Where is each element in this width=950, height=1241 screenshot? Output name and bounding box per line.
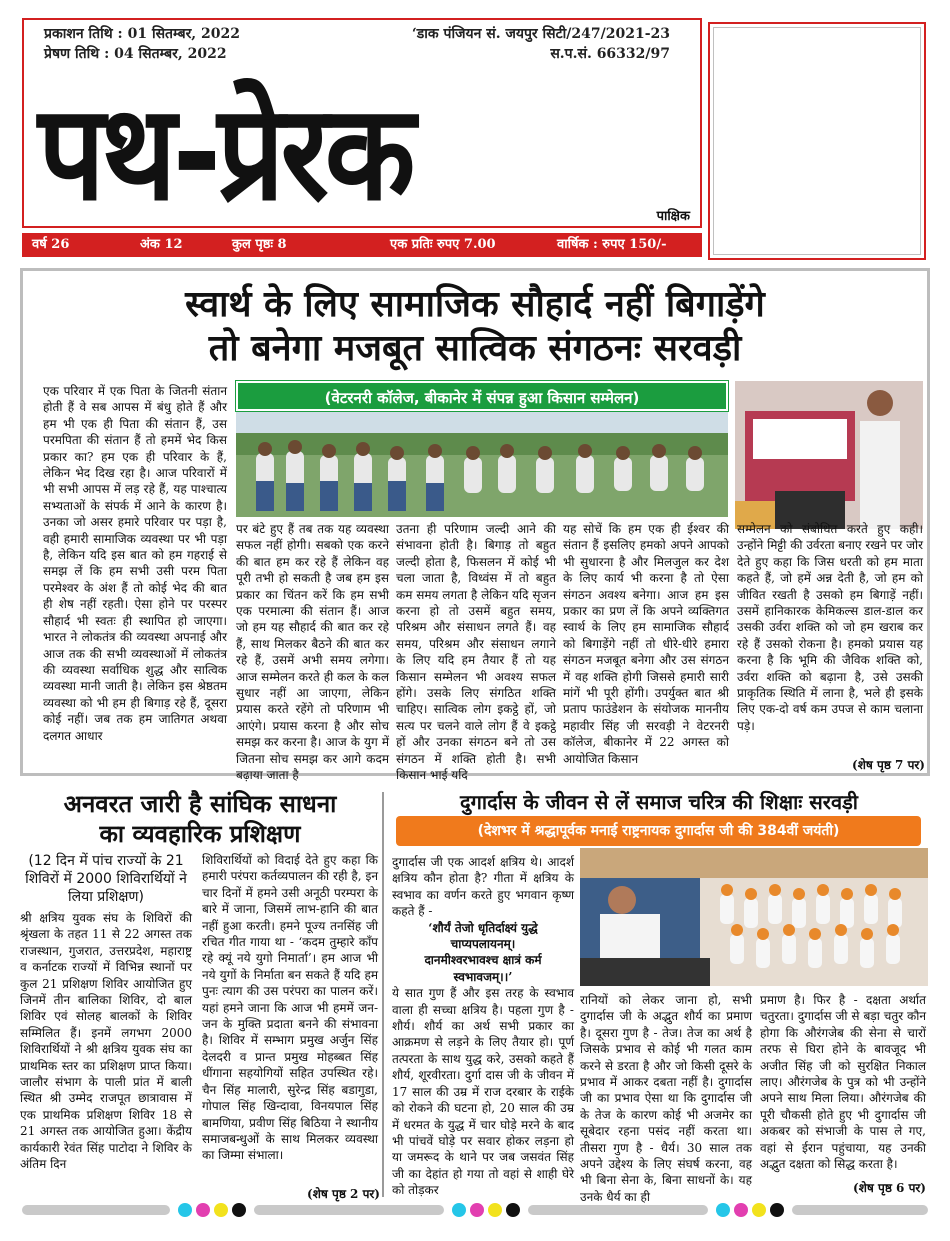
black-dot-2 (506, 1203, 520, 1217)
black-dot-3 (770, 1203, 784, 1217)
main-story-column-2: पर बंटे हुए हैं तब तक यह व्यवस्था सफल नहीं होगी। सबको एक करने की बात हम कर रहे हैं लेकिन वह पूरी तभी हो सकती है जब हम इस प्रकार का चिंतन करें कि हम सभी एक परमात्मा की संतान हैं। आज जो हम यह सौहार्द की बात कर रहे हैं, साथ मिलकर बैठने की बात कर रहे हैं, उसमें अभी समय लगेगा। आज सम्मेलन करते ही कल के कल सुधार नहीं आ जाएगा, लेकिन प्रयास करते रहेंगे तो परिणाम भी आएंगे। प्रयास करना है और सोच समझ कर करना है। आज के युग में जितना सोच समझ कर आगे कदम बढ़ाया जाता है (236, 522, 389, 783)
main-photo-caption: (वेटरनरी कॉलेज, बीकानेर में संपन्न हुआ किसान सम्मेलन) (236, 381, 728, 411)
training-column-2: शिविरार्थियों को विदाई देते हुए कहा कि हमारी परंपरा कर्तव्यपालन की रही है, इन चार दिनों में हमने उसी अनूठी परम्परा के बारे में जाना, जिसमें लाभ-हानि की बात नहीं हुआ करती। हमने पूज्य तनसिंह जी रचित गीत गाया था - ‘कदम तुम्हारे काँप रहे क्यूं नये युगो निमार्ता’। हम आज भी नये युगों के निर्माता बन सकते हैं यदि हम पुनः त्याग की उस परंपरा का पालन करें। यहां हमने जाना कि आज भी हममें जन-जन के मुक्ति प्रदाता बनने की संभावना है। शिविर में सम्भाग प्रमुख अर्जुन सिंह देलदरी व प्रान्त प्रमुख मोहब्बत सिंह धींगाना सहयोगियों सहित उपस्थित रहे। चैन सिंह मालारी, सुरेन्द्र सिंह बडागुडा, गोपाल सिंह खिन्दावा, विनयपाल सिंह बामणिया, प्रवीण सिंह बिठिया ने स्थानीय समाजबन्धुओं के साथ मिलकर व्यवस्था का जिम्मा संभाला। (202, 853, 378, 1163)
kisan-sammelan-crowd-photo (236, 411, 728, 517)
training-column-1: श्री क्षत्रिय युवक संघ के शिविरों की श्रृंखला के तहत 11 से 22 अगस्त तक राजस्थान, गुजरात, उत्तरप्रदेश, महाराष्ट्र व कर्नाटक राज्यों में विभिन्न स्थानों पर कुल 21 प्रशिक्षण शिविर आयोजित हुए जिनमें तीन बालिका शिविर, दो बाल शिविर एवं सोलह बालकों के शिविर सम्मिलित हैं। इनमें लगभग 2000 शिविरार्थियों ने श्री क्षत्रिय युवक संघ का प्राथमिक स्तर का प्रशिक्षण प्राप्त किया। जालौर संभाग के पाली प्रांत में बाली स्थित श्री उम्मेद राजपूत छात्रावास में एक प्राथमिक प्रशिक्षण शिविर 18 से 21 अगस्त तक आयोजित हुआ। केंद्रीय कार्यकारी रेवंत सिंह पाटोदा ने शिविर के अंतिम दिन (20, 911, 192, 1172)
magenta-dot-3 (734, 1203, 748, 1217)
dispatch-date: प्रेषण तिथि : 04 सितम्बर, 2022 (44, 46, 227, 62)
training-headline-line2: का व्यवहारिक प्रशिक्षण (99, 820, 301, 848)
sps-number: स.प.सं. 66332/97 (550, 46, 670, 62)
main-story-column-1: एक परिवार में एक पिता के जितनी संतान होती हैं वे सब आपस में बंधु होते हैं और हम भी एक ही पिता की संतान हैं, उस परमपिता की संतान हैं तो हममें भेद किस प्रकार का? हम एक ही परिवार के हैं, लेकिन भेद दिख रहा है। आज परिवारों में भी सभी आपस में लड़ रहे हैं, यह पाश्चात्य सभ्यताओं के संपर्क में आने के कारण है। उनका जो असर हमारे परिवार पर पड़ा है, वही हमारी सामाजिक व्यवस्था पर भी पड़ा है, लेकिन यदि इस बात को हम गहराई से समझ लें कि हम सभी उसी परम पिता परमेश्वर के अंश हैं तो कोई भेद की बात ही शेष नहीं रहती। ऐसा होने पर परस्पर सौहार्द भी स्वतः ही स्थापित हो जाएगा। भारत ने लोकतंत्र की व्यवस्था अपनाई और आज तक की सभी व्यवस्थाओं में लोकतंत्र की व्यवस्था सर्वाधिक शुद्ध और सात्विक व्यवस्था मानी जाती है। लेकिन इस श्रेष्ठतम व्यवस्था को भी हम ही बिगाड़ रहे हैं, दूसरा कोई नहीं। जब तक हम जातिगत अथवा दलगत आधार (43, 384, 227, 743)
footer-bar-right (792, 1205, 928, 1215)
main-story-column-4: यह सोचें कि हम एक ही ईश्वर की संतान हैं इसलिए हमको अपने आपको भी सुधारना है और मिलजुल कर देश के लिए कार्य भी करना है तो ऐसा संगठन अवश्य बनेगा। आज हम इस प्रकार का प्रण लें कि अपने व्यक्तिगत स्वार्थ के लिए हम सामाजिक सौहार्द को बिगाड़ेंगे नहीं तो धीरे-धीरे हमारा संगठन मजबूत बनेगा और उस संगठन में वह शक्ति होगी जिससे हमारी सारी मांगें भी पूरी होंगी। उपर्युक्त बात श्री प्रताप फाउंडेशन के संयोजक माननीय महावीर सिंह जी सरवड़ी ने वेटरनरी कॉलेज, बीकानेर में 22 अगस्त को आयोजित किसान (563, 522, 729, 766)
masthead (22, 18, 702, 228)
training-deck: (12 दिन में पांच राज्यों के 21 शिविरों में 2000 शिविरार्थियों ने लिया प्रशिक्षण) (25, 853, 187, 905)
cyan-dot-2 (452, 1203, 466, 1217)
black-dot (232, 1203, 246, 1217)
single-copy-price: एक प्रतिः रुपए 7.00 (390, 237, 496, 252)
gita-verse-line3: दानमीश्वरभावश्च क्षात्रं कर्म (424, 953, 542, 968)
magenta-dot (196, 1203, 210, 1217)
durgadas-column-1 (392, 854, 574, 1200)
durgadas-story (388, 786, 930, 1206)
masthead-registration (412, 24, 670, 64)
address-area (713, 27, 921, 255)
footer-bar-middle-left (254, 1205, 444, 1215)
yellow-dot-3 (752, 1203, 766, 1217)
periodicity: पाक्षिक (656, 209, 690, 224)
cyan-dot (178, 1203, 192, 1217)
issue-info-bar (22, 233, 702, 257)
jayanti-event-photo (580, 848, 928, 986)
total-pages: कुल पृष्ठः 8 (232, 237, 287, 252)
magenta-dot-2 (470, 1203, 484, 1217)
main-story-column-3: उतना ही परिणाम जल्दी आने की संभावना होती है। बिगाड़ तो बहुत जल्दी होता है, फिसलन में कोई भी चला जाता है, विध्वंस में तो बहुत कम समय लगता है लेकिन यदि सृजन करना हो तो उसमें बहुत समय, परिश्रम और संसाधन लगते हैं। वह समय, परिश्रम और संसाधन लगाने के लिए यदि हम तैयार हैं तो यह किसान सम्मेलन भी अवश्य सफल होंगे। उसके लिए संगठित शक्ति चाहिए। सात्विक लोग इकट्ठे हों, जो सत्य पर चलने वाले लोग हैं वे इकट्ठे हों और उनका संगठन बने तो उस संगठन में शक्ति होती है। सभी किसान भाई यदि (396, 522, 556, 783)
masthead-dates (44, 24, 240, 64)
main-headline-line1: स्वार्थ के लिए सामाजिक सौहार्द नहीं बिगाड़ेंगे (185, 284, 765, 325)
cyan-dot-3 (716, 1203, 730, 1217)
durgadas-column-2: रानियों को लेकर जाना हो, सभी दुगार्दास जी के अद्भुत शौर्य का प्रमाण है। दूसरा गुण है - तेज। तेज का अर्थ है जिसके प्रभाव से कोई भी गलत काम करने से डरता है और जो किसी दूसरे के प्रभाव में आकर दबता नहीं है। दुगार्दास जी का प्रभाव ऐसा था कि दुगार्दास जी के तेज के कारण कोई भी अजमेर का सूबेदार रहना पसंद नहीं करता था। तीसरा गुण है - धैर्य। 30 साल तक अपने उद्देश्य के लिए संघर्ष करना, वह भी बिना सेना के, बिना साधनों के। यह उनके धैर्य का ही (580, 993, 752, 1204)
main-story (20, 268, 930, 783)
durgadas-headline: दुगार्दास के जीवन से लें समाज चरित्र की शिक्षाः सरवड़ी (460, 790, 858, 814)
yellow-dot-2 (488, 1203, 502, 1217)
annual-price: वार्षिक : रुपए 150/- (557, 237, 667, 252)
training-headline-line1: अनवरत जारी है सांघिक साधना (63, 790, 337, 818)
crowd-photo-graphic (236, 411, 728, 517)
durgadas-subhead: (देशभर में श्रद्धापूर्वक मनाई राष्ट्रनायक दुगार्दास जी की 384वीं जयंती) (396, 816, 921, 846)
speaker-at-podium-photo (735, 381, 923, 529)
speaker-photo-graphic (735, 381, 923, 529)
print-registration-footer (0, 1200, 950, 1220)
postal-registration: ‘डाक पंजियन सं. जयपुर सिटी/247/2021-23 (411, 26, 670, 42)
training-continued: (शेष पृष्ठ 2 पर) (307, 1187, 380, 1201)
yellow-dot (214, 1203, 228, 1217)
gita-verse-line4: स्वभावजम्।।’ (453, 969, 513, 984)
main-headline-line2: तो बनेगा मजबूत सात्विक संगठनः सरवड़ी (208, 328, 742, 369)
issue-number: अंक 12 (140, 237, 183, 252)
sangh-training-story (20, 786, 380, 1206)
publication-date: प्रकाशन तिथि : 01 सितम्बर, 2022 (44, 26, 241, 42)
main-story-continued: (शेष पृष्ठ 7 पर) (852, 758, 925, 772)
durgadas-column-1-text: ये सात गुण हैं और इस तरह के स्वभाव वाला ही सच्चा क्षत्रिय है। पहला गुण है - शौर्य। शौर्य का अर्थ सभी प्रकार का आक्रमण से लड़ने के लिए तैयार हो। पूर्ण तत्परता के साथ युद्ध करे, उसको कहते हैं शौर्य, शूरवीरता। दुर्गा दास जी के जीवन में 17 साल की उम्र में राज दरबार के राईके को रोकने की घटना हो, 20 साल की उम्र में धरमत के युद्ध में चार घोड़े मरने के बाद भी पांचवें घोड़े पर सवार होकर लड़ना हो या जमरूद के थाने पर जब जसवंत सिंह जी का देहांत हो गया तो वहां से शाही घेरे को तोड़कर (392, 986, 574, 1198)
durgadas-column-3: प्रमाण है। फिर है - दक्षता अर्थात चतुरता। दुगार्दास जी से बड़ा चतुर कौन होगा कि औरंगजेब की सेना से चारों तरफ से घिरा होने के बावजूद भी अजीत सिंह जी को सुरक्षित निकाल लाए। औरंगजेब के पुत्र को भी उन्होंने अपने साथ मिला लिया। औरंगजेब की पूरी चौकसी होते हुए भी दुगार्दास जी अकबर को संभाजी के पास ले गए, वहां से ईरान पहुंचाया, यह उनकी अद्भुत दक्षता को सिद्ध करता है। (760, 993, 926, 1172)
event-photo-graphic (580, 848, 928, 986)
footer-bar-left (22, 1205, 170, 1215)
newspaper-title: पथ-प्रेरक (38, 75, 412, 230)
volume-year: वर्ष 26 (32, 237, 70, 252)
main-story-column-5: सम्मेलन को संबोधित करते हुए कही। उन्होंने मिट्टी की उर्वरता बनाए रखने पर जोर देते हुए कहा कि जिस धरती को हम माता कहते हैं, जो हमें अन्न देती है, जो हम को जीवित रखती है उसको हम बिगाड़ें नहीं। उसमें हानिकारक केमिकल्स डाल-डाल कर उसकी उर्वरा शक्ति को जो हम खराब कर रहे हैं उसको रोकना है। हमको प्रयास यह करना है कि भूमि की जैविक शक्ति को, उर्वरा शक्ति को बढ़ाना है, उसे उसकी प्राकृतिक स्थिति में लाना है, भले ही इसके लिए एक-दो वर्ष कम उपज से काम चलाना पड़े। (737, 522, 923, 733)
gita-verse-line2: चाप्यपलायनम्। (450, 937, 516, 952)
durgadas-continued: (शेष पृष्ठ 6 पर) (853, 1181, 926, 1195)
address-stamp-box (708, 22, 926, 260)
durgadas-intro: दुगार्दास जी एक आदर्श क्षत्रिय थे। आदर्श क्षत्रिय कौन होता है? गीता में क्षत्रिय के स्वभाव का वर्णन करते हुए भगवान कृष्ण कहते हैं - (392, 855, 574, 919)
footer-bar-middle-right (528, 1205, 708, 1215)
column-divider (382, 792, 384, 1197)
gita-verse-line1: ‘शौर्यं तेजो धृतिर्दाक्ष्यं युद्धे (428, 920, 538, 935)
